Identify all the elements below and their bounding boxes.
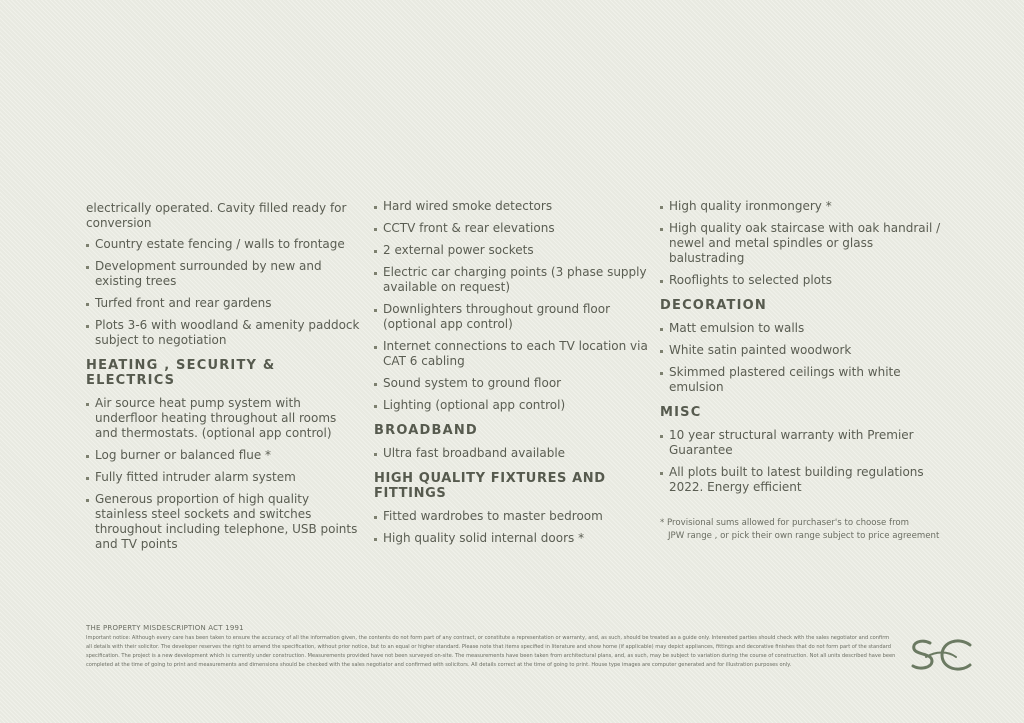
disclaimer-text: Important notice: Although every care has been taken to ensure the accuracy of all the information given, the contents do not form part of any contract, or constitute a representation or warranty, and, as such, should be treated as a guide only. Interested parties should check with the sales negotiator and confirm all details with their solicitor. The developer reserves the right to amend the specification, without prior notice, but to an equal or higher standard. Please note that items specified in literature and show home (if applicable) may depict appliances, fittings and decorative finishes that do not form part of the standard specification. The project is a new development which is currently under construction. Measurements provided have not been surveyed on-site. The measurements have been taken from architectural plans, and, as such, may be subject to variation during the course of construction. Not all units described have been completed at the time of going to print and measurements and dimensions should be checked with the sales negotiator and confirmed with solicitors. All details correct at the time of going to print. House type images are computer generated and for illustration purposes only. xyxy=(86,635,896,668)
heading-misc: MISC xyxy=(660,405,702,420)
list-item: High quality solid internal doors * xyxy=(374,531,649,546)
list-item: Rooflights to selected plots xyxy=(660,273,945,288)
list-item: Log burner or balanced flue * xyxy=(86,448,361,463)
list-item: Skimmed plastered ceilings with white emulsion xyxy=(660,365,945,395)
list-item: High quality ironmongery * xyxy=(660,199,945,214)
logo-c-stroke xyxy=(942,641,970,669)
spec-column-1 xyxy=(86,199,361,559)
list-item: Development surrounded by new and existing trees xyxy=(86,259,361,289)
continuation-text: electrically operated. Cavity filled ready for conversion xyxy=(86,201,347,230)
sc-monogram-logo xyxy=(908,637,974,673)
external-features-list xyxy=(86,237,361,348)
broadband-list xyxy=(374,446,649,461)
list-item: Electric car charging points (3 phase supply available on request) xyxy=(374,265,649,295)
list-item: Internet connections to each TV location via CAT 6 cabling xyxy=(374,339,649,369)
heading-fixtures: HIGH QUALITY FIXTURES AND FITTINGS xyxy=(374,471,606,501)
list-item: 2 external power sockets xyxy=(374,243,649,258)
list-item: Hard wired smoke detectors xyxy=(374,199,649,214)
list-item: Plots 3-6 with woodland & amenity paddock subject to negotiation xyxy=(86,318,361,348)
provisional-sums-note xyxy=(660,517,945,542)
list-item: High quality oak staircase with oak handrail / newel and metal spindles or glass balustrading xyxy=(660,221,945,266)
fittings-list xyxy=(660,199,945,288)
list-item: Downlighters throughout ground floor (optional app control) xyxy=(374,302,649,332)
list-item: All plots built to latest building regulations 2022. Energy efficient xyxy=(660,465,945,495)
list-item: Air source heat pump system with underfloor heating throughout all rooms and thermostats. (optional app control) xyxy=(86,396,361,441)
heating-security-list xyxy=(86,396,361,552)
list-item: Country estate fencing / walls to frontage xyxy=(86,237,361,252)
fixtures-list xyxy=(374,509,649,546)
heading-heating-security: HEATING , SECURITY & ELECTRICS xyxy=(86,358,276,388)
heading-decoration: DECORATION xyxy=(660,298,767,313)
misc-list xyxy=(660,428,945,495)
list-item: Turfed front and rear gardens xyxy=(86,296,361,311)
footer-disclaimer xyxy=(86,624,896,670)
list-item: CCTV front & rear elevations xyxy=(374,221,649,236)
spec-column-3 xyxy=(660,199,945,542)
list-item: White satin painted woodwork xyxy=(660,343,945,358)
decoration-list xyxy=(660,321,945,395)
list-item: Generous proportion of high quality stainless steel sockets and switches throughout including telephone, USB points and TV points xyxy=(86,492,361,552)
note-line-1: * Provisional sums allowed for purchaser's to choose from xyxy=(660,518,910,528)
list-item: Fitted wardrobes to master bedroom xyxy=(374,509,649,524)
list-item: Lighting (optional app control) xyxy=(374,398,649,413)
electrics-list xyxy=(374,199,649,413)
list-item: Matt emulsion to walls xyxy=(660,321,945,336)
list-item: Ultra fast broadband available xyxy=(374,446,649,461)
spec-column-2 xyxy=(374,199,649,553)
act-title: THE PROPERTY MISDESCRIPTION ACT 1991 xyxy=(86,624,244,632)
list-item: 10 year structural warranty with Premier Guarantee xyxy=(660,428,945,458)
heading-broadband: BROADBAND xyxy=(374,423,478,438)
note-line-2: JPW range , or pick their own range subject to price agreement xyxy=(668,530,940,541)
list-item: Sound system to ground floor xyxy=(374,376,649,391)
list-item: Fully fitted intruder alarm system xyxy=(86,470,361,485)
